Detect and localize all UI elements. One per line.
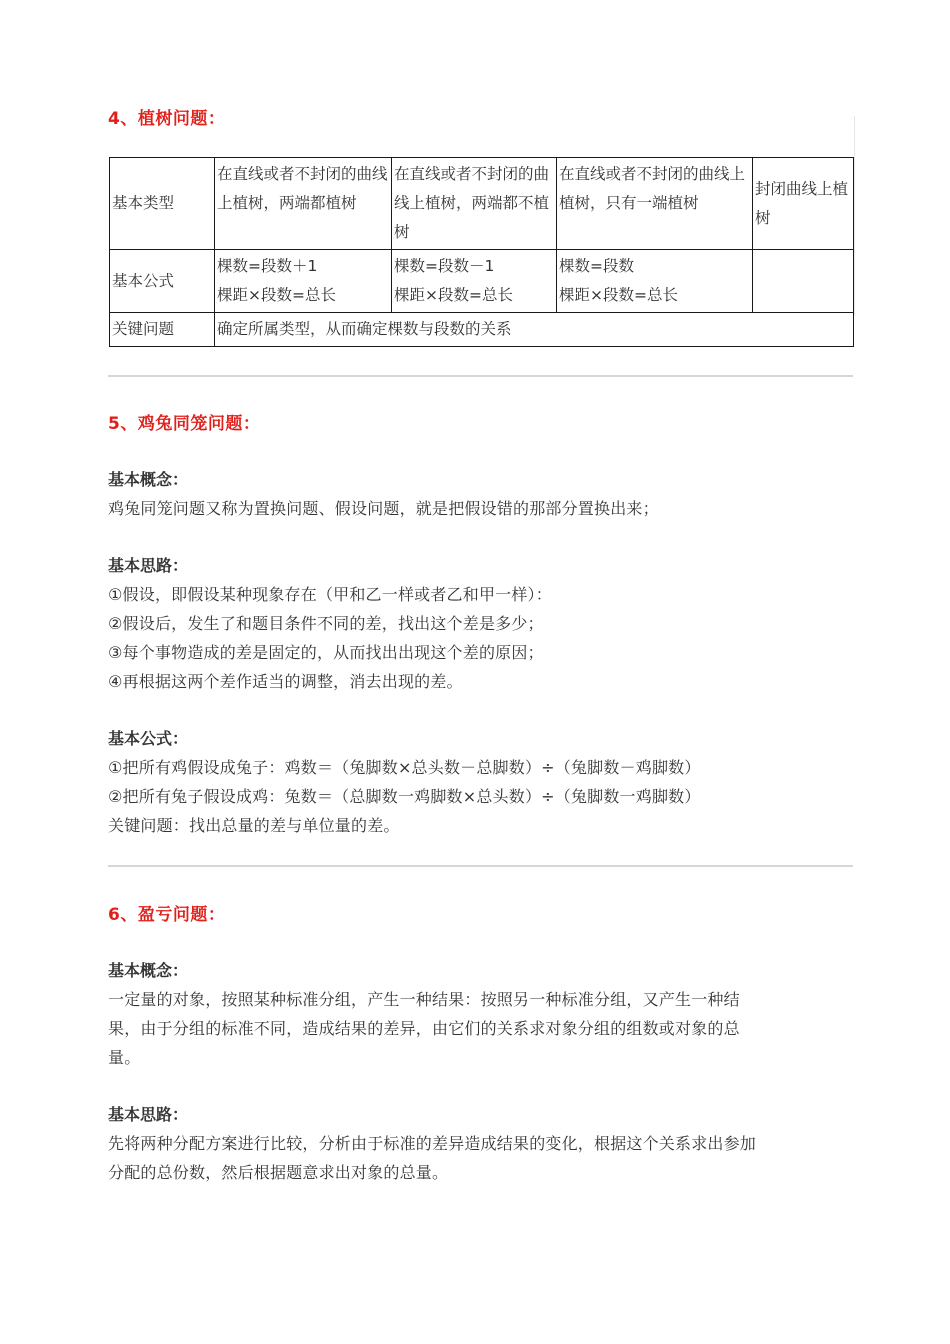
idea-heading: 基本思路： [108,556,189,575]
type-cell-closed-curve: 封闭曲线上植树 [753,158,854,250]
row-label-basic-type: 基本类型 [110,158,215,250]
idea-line: 先将两种分配方案进行比较，分析由于标准的差异造成结果的变化，根据这个关系求出参加 [108,1134,757,1153]
formula-line: 棵距×段数=总长 [394,286,513,304]
formula-line: 棵数=段数－1 [394,257,495,275]
idea-heading: 基本思路： [108,1105,189,1124]
tree-planting-table [109,157,854,347]
formula-text-line: ①把所有鸡假设成兔子：鸡数＝（兔脚数×总头数－总脚数）÷（兔脚数－鸡脚数） [108,758,701,777]
idea-line: ④再根据这两个差作适当的调整，消去出现的差。 [108,672,463,691]
formula-cell-closed-curve [753,250,854,313]
section-5-title: 5、鸡兔同笼问题： [108,414,261,434]
idea-line: ②假设后，发生了和题目条件不同的差，找出这个差是多少； [108,614,544,633]
type-cell-one-end: 在直线或者不封闭的曲线上植树，只有一端植树 [557,158,753,250]
concept-heading: 基本概念： [108,470,189,489]
type-cell-no-ends: 在直线或者不封闭的曲线上植树，两端都不植树 [392,158,557,250]
section-divider [108,865,853,867]
formula-heading: 基本公式： [108,729,189,748]
formula-cell-both-ends [215,250,392,313]
table-row-formula [110,250,854,313]
row-label-key-issue: 关键问题 [110,313,215,347]
idea-line: ③每个事物造成的差是固定的，从而找出出现这个差的原因； [108,643,544,662]
idea-line: ①假设，即假设某种现象存在（甲和乙一样或者乙和甲一样）： [108,585,552,604]
formula-line: 棵距×段数=总长 [559,286,678,304]
idea-line: 分配的总份数，然后根据题意求出对象的总量。 [108,1163,449,1182]
section-4-title: 4、植树问题： [108,109,226,129]
formula-line: 棵数=段数 [559,257,634,275]
formula-cell-one-end [557,250,753,313]
section-6-title: 6、盈亏问题： [108,905,226,925]
page-edge-line [854,116,855,316]
section-divider [108,375,853,377]
formula-line: 棵数=段数＋1 [217,257,318,275]
formula-line: 棵距×段数=总长 [217,286,336,304]
key-issue-cell: 确定所属类型，从而确定棵数与段数的关系 [215,313,854,347]
concept-line: 量。 [108,1048,141,1067]
key-issue-line: 关键问题：找出总量的差与单位量的差。 [108,816,400,835]
concept-heading: 基本概念： [108,961,189,980]
type-cell-both-ends: 在直线或者不封闭的曲线上植树，两端都植树 [215,158,392,250]
table-row-key-issue [110,313,854,347]
concept-line: 一定量的对象，按照某种标准分组，产生一种结果：按照另一种标准分组，又产生一种结 [108,990,740,1009]
row-label-formula: 基本公式 [110,250,215,313]
formula-cell-no-ends [392,250,557,313]
table-row-basic-type [110,158,854,250]
formula-text-line: ②把所有兔子假设成鸡：兔数＝（总脚数一鸡脚数×总头数）÷（兔脚数一鸡脚数） [108,787,701,806]
concept-line: 果，由于分组的标准不同，造成结果的差异，由它们的关系求对象分组的组数或对象的总 [108,1019,740,1038]
concept-text: 鸡兔同笼问题又称为置换问题、假设问题，就是把假设错的那部分置换出来； [108,499,659,518]
